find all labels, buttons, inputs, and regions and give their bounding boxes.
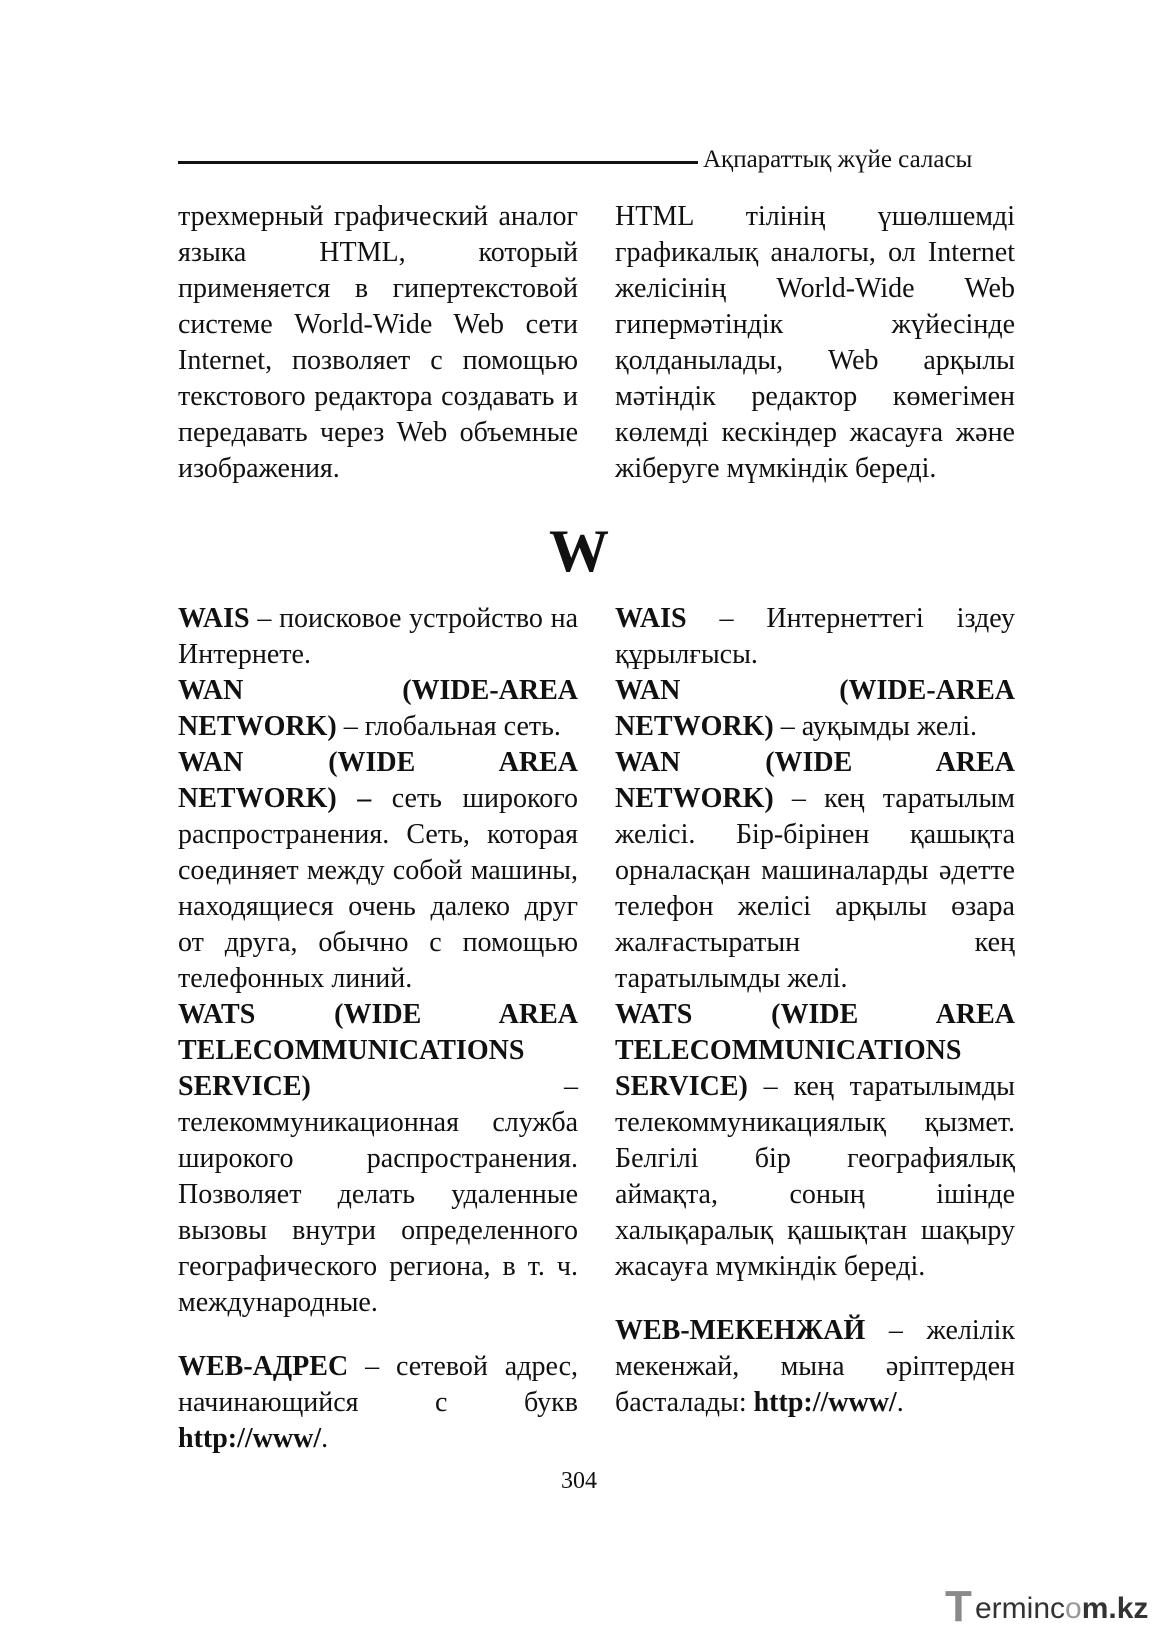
entry [178,745,578,997]
watermark-o-icon: o [1065,1592,1082,1625]
entry-definition: поисковое устройство на Интернете. [178,603,578,670]
entry-term: WAN (WIDE-AREA NETWORK) [615,675,1015,742]
entry-separator: – [747,1071,794,1102]
entry-definition: сетевой адрес, начинающийся с букв [178,1351,578,1418]
entry [615,601,1015,673]
entry-definition: телекоммуникационная служба широкого распространения. Позволяет делать удаленные вызовы внутри определенного географического региона, в т. ч. международные. [178,1107,578,1318]
entry-term: WAN (WIDE AREA NETWORK) [615,747,1015,814]
entry [178,601,578,673]
entry [178,1349,578,1457]
entry [615,997,1015,1285]
entry-definition: желілік мекенжай, мына әріптерден басталады: [615,1315,1015,1418]
entry-separator: – [336,711,365,742]
entry-term: WEB-МЕКЕНЖАЙ [615,1315,866,1346]
page-number: 304 [561,1468,597,1494]
entry-separator: – [348,1351,396,1382]
entry-separator: – [865,1315,927,1346]
entry-term: WAN (WIDE-AREA NETWORK) [178,675,578,742]
entry-separator [371,783,392,814]
entries-right-column [615,601,1015,1421]
entry-term: WAN (WIDE AREA NETWORK) – [178,747,578,814]
entry-definition: кең таратылымды телекоммуникациялық қызмет. Белгілі бір географиялық аймақта, соның ішінде халықаралық қашықтан шақыру жасауға мүмкіндік береді. [615,1071,1015,1282]
entry [178,673,578,745]
header-rule [178,161,698,164]
entries-left-column [178,601,578,1457]
url-text: http://www/ [178,1423,322,1454]
entry [615,745,1015,997]
entry-separator: – [686,603,767,634]
entry-definition: Интернеттегі іздеу құрылғысы. [615,603,1015,670]
entry [615,1313,1015,1421]
entry [615,673,1015,745]
entry-term: WATS (WIDE AREA TELECOMMUNICATIONS SERVICE) [178,999,578,1102]
watermark-part: m.kz [1081,1592,1149,1625]
entry-separator: – [773,783,825,814]
running-header: Ақпараттық жүйе саласы [703,146,973,173]
continued-definition-kk: HTML тілінің үшөлшемді графикалық аналогы, ол Internet желісінің World-Wide Web гипермәтіндік жүйесінде қолданылады, Web арқылы мәтіндік редактор көмегімен көлемді кескіндер жасауға және жіберуге мүмкіндік береді. [615,201,1015,484]
continued-definition-ru: трехмерный графический аналог языка HTML, который применяется в гипертекстовой системе World-Wide Web сети Internet, позволяет с помощью текстового редактора создавать и передавать через Web объемные изображения. [178,201,578,484]
entry-end: . [896,1387,904,1418]
entry-separator: – [249,603,280,634]
entry-separator: – [773,711,802,742]
entry-definition: кең таратылым желісі. Бір-бірінен қашықта орналасқан машиналарды әдетте телефон желісі арқылы өзара жалғастыратын кең таратылымды желі. [615,783,1015,994]
top-block-left [178,199,578,487]
watermark-t-glyph: T [945,1582,972,1631]
entry [178,997,578,1321]
entry-end: . [321,1423,329,1454]
url-text: http://www/ [753,1387,897,1418]
entry-term: WAIS [178,603,250,634]
entry-definition: сеть широкого распространения. Сеть, которая соединяет между собой машины, находящиеся очень далеко друг от друга, обычно с помощью телефонных линий. [178,783,578,994]
top-block-right [615,199,1015,487]
entry-definition: глобальная сеть. [364,711,561,742]
entry-term: WEB-АДРЕС [178,1351,349,1382]
watermark-part: erminc [975,1592,1066,1625]
entry-separator: – [310,1071,578,1102]
entry-term: WATS (WIDE AREA TELECOMMUNICATIONS SERVICE) [615,999,1015,1102]
watermark-text [975,1589,1148,1629]
watermark-logo [945,1583,1155,1631]
section-letter: W [549,518,609,584]
entry-definition: ауқымды желі. [801,711,978,742]
entry-term: WAIS [615,603,687,634]
